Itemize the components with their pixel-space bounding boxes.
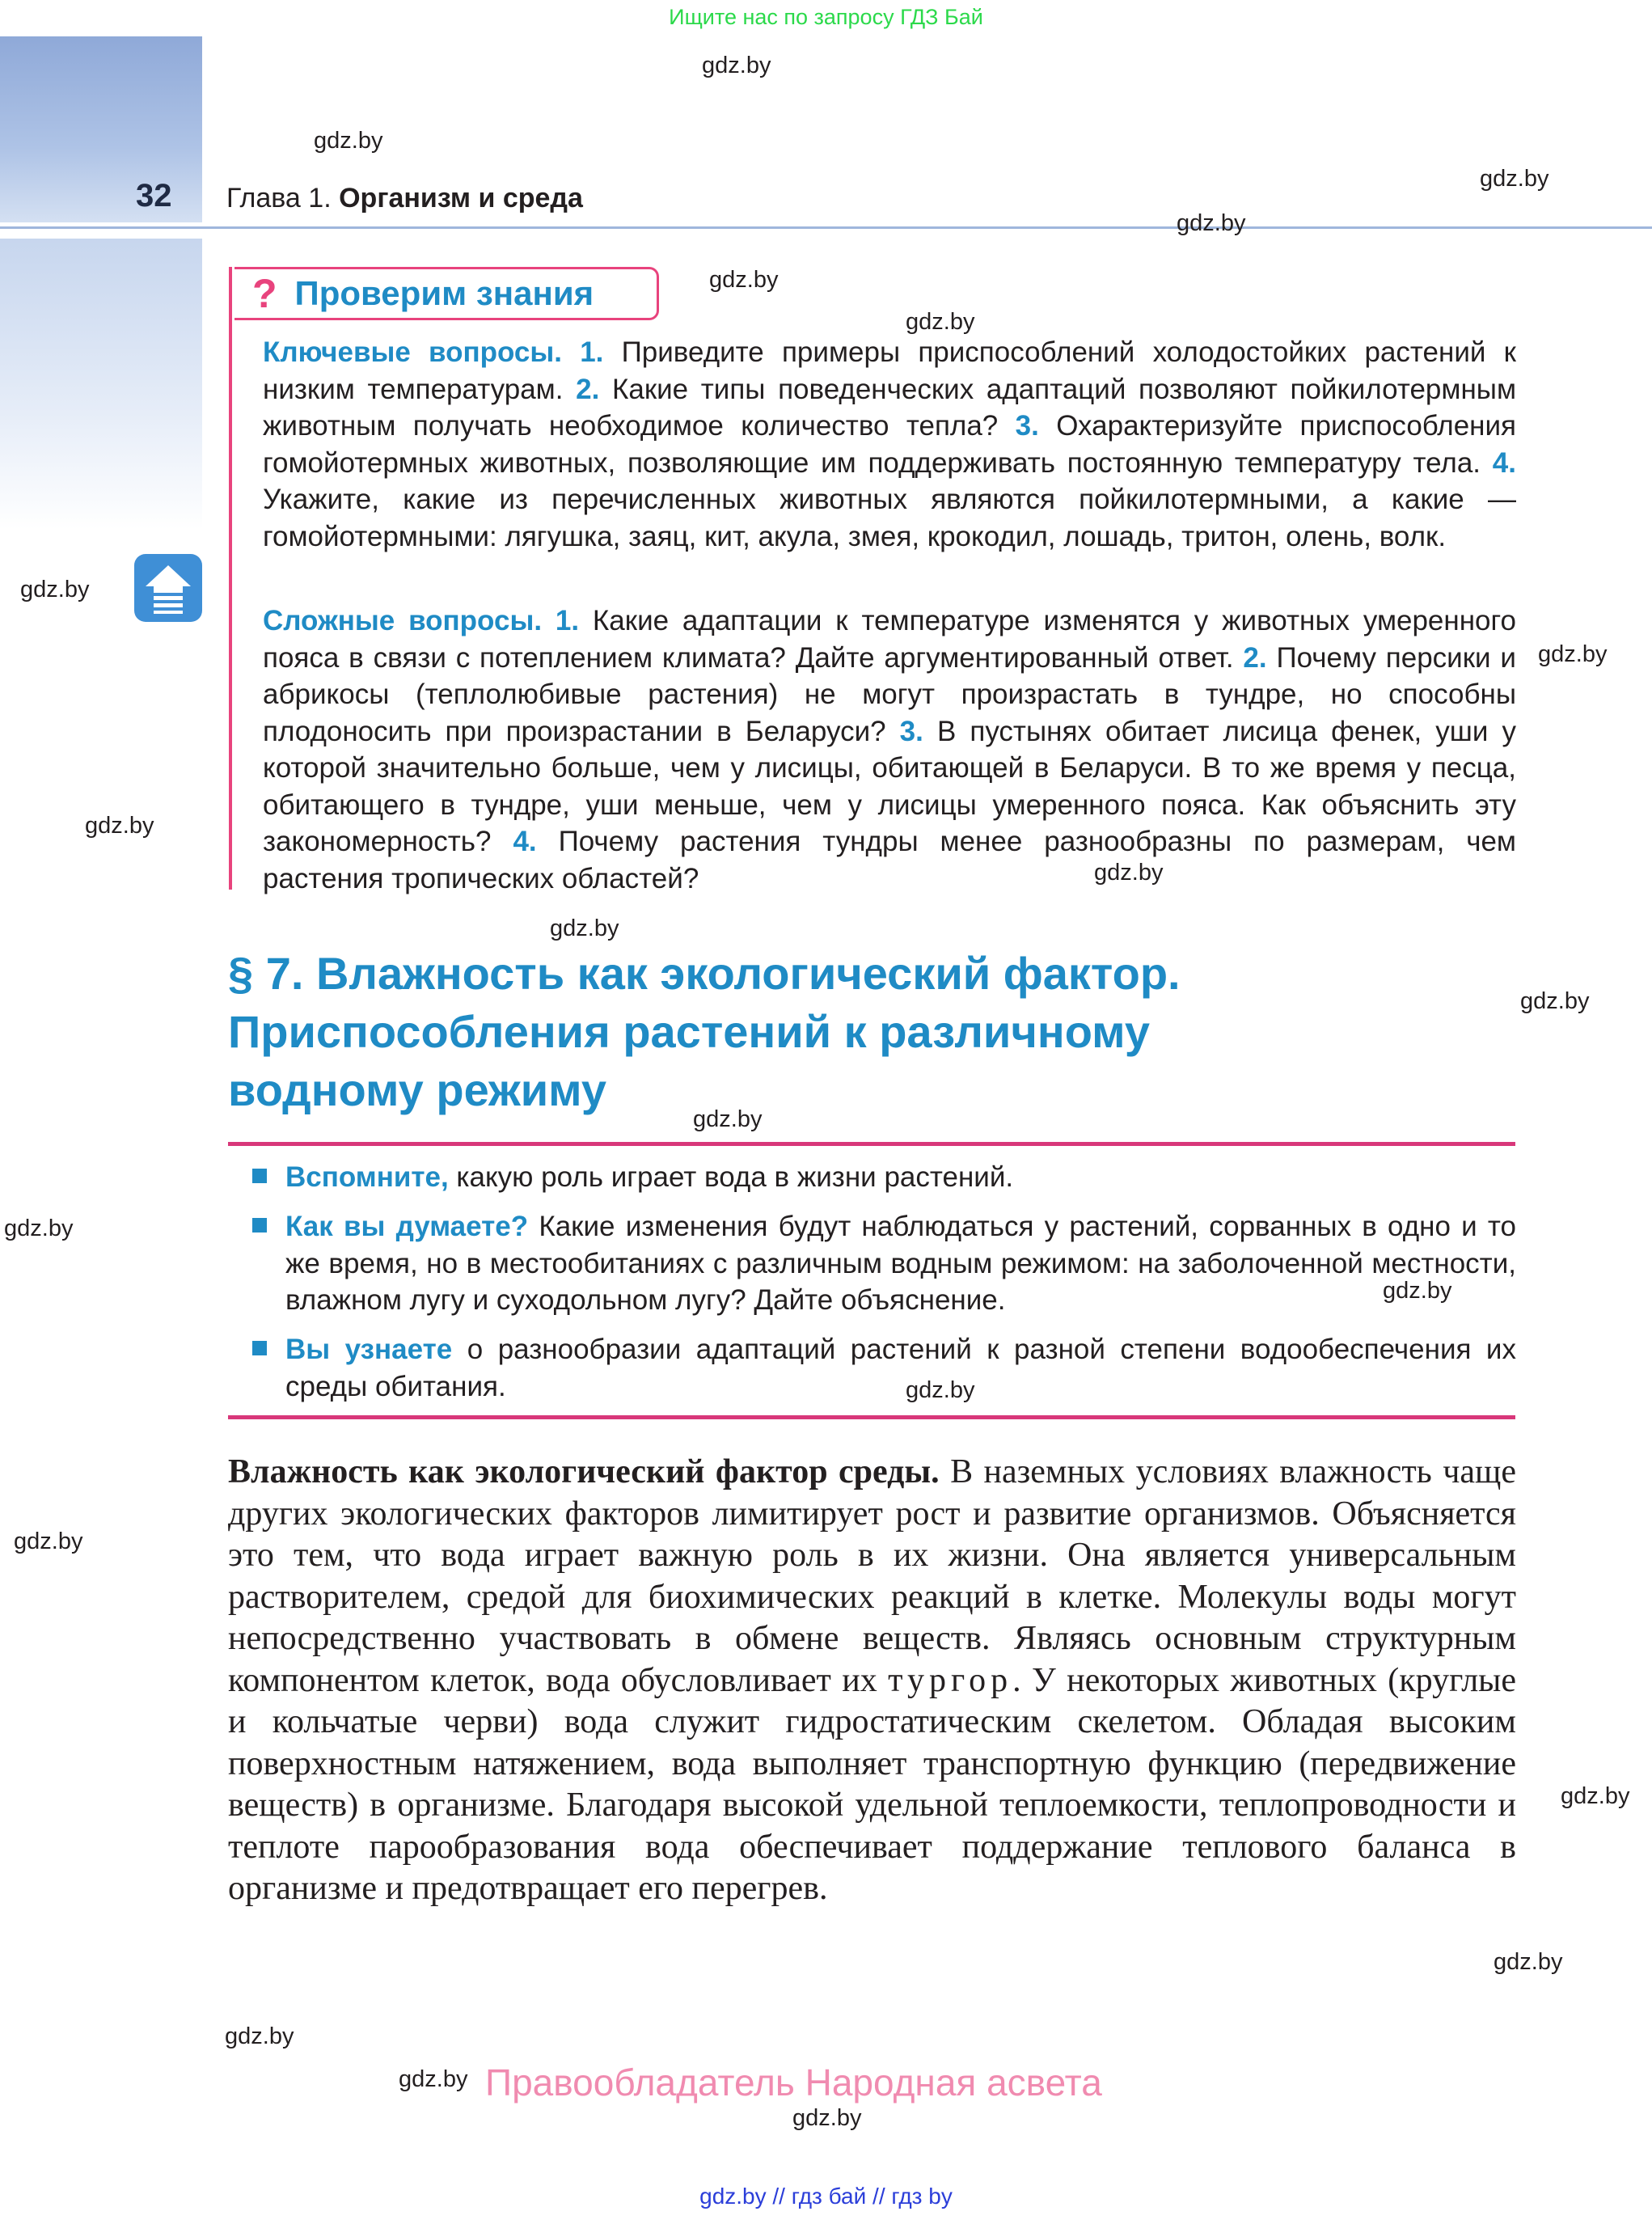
watermark: gdz.by	[1520, 988, 1590, 1014]
chapter-title: Организм и среда	[339, 183, 583, 214]
top-banner[interactable]: Ищите нас по запросу ГДЗ Бай	[669, 5, 983, 29]
question-number: 1.	[580, 336, 604, 368]
side-decoration-middle	[0, 239, 202, 530]
watermark: gdz.by	[225, 2023, 294, 2049]
body-paragraph	[228, 1452, 1516, 1910]
intro-item	[255, 1331, 1516, 1405]
watermark: gdz.by	[550, 915, 619, 941]
section-title-line: § 7. Влажность как экологический фактор.	[228, 948, 1181, 999]
knowledge-box-border	[229, 267, 232, 890]
question-text: В пустынях обитает лисица фенек, уши у которой значительно больше, чем у лисицы, обитающей в Беларуси. В то же время у песца, обитающего в тундре, уши меньше, чем у лисицы умеренного пояса. Как объяснить эту закономерность?	[263, 715, 1516, 857]
knowledge-box-header	[234, 267, 659, 320]
intro-text: о разнообразии адаптаций растений к разной степени водообеспечения их среды обитания.	[285, 1334, 1516, 1402]
chapter-header	[226, 183, 583, 214]
watermark: gdz.by	[14, 1528, 83, 1554]
watermark: gdz.by	[709, 267, 779, 293]
watermark: gdz.by	[792, 2105, 862, 2131]
copyright: Правообладатель Народная асвета	[485, 2061, 1102, 2103]
intro-text: какую роль играет вода в жизни растений.	[456, 1161, 1014, 1193]
body-term: тургор	[888, 1661, 1013, 1699]
question-text: Укажите, какие из перечисленных животных являются пойкилотермными, а какие — гомойотермными: лягушка, заяц, кит, акула, змея, крокодил, лошадь, тритон, олень, волк.	[263, 484, 1516, 552]
complex-questions	[263, 603, 1516, 897]
bullet-square-icon	[252, 1341, 267, 1355]
watermark: gdz.by	[906, 309, 975, 335]
body-lead: Влажность как экологический фактор среды.	[228, 1453, 940, 1490]
section-title-line: водному режиму	[228, 1064, 606, 1115]
header-divider	[0, 226, 1652, 229]
body-text-part: В наземных условиях влажность чаще других экологических факторов лимитирует рост и развитие организмов. Объясняется это тем, что вода играет важную роль в их жизни. Она является универсальным растворителем, средой для биохимических реакций в клетке. Молекулы воды могут непосредственно участвовать в обмене веществ. Являясь основным структурным компонентом клеток, вода обусловливает их	[228, 1453, 1517, 1699]
watermark: gdz.by	[1561, 1783, 1630, 1809]
watermark: gdz.by	[906, 1377, 975, 1403]
watermark: gdz.by	[20, 577, 90, 603]
question-number: 1.	[555, 605, 580, 636]
watermark: gdz.by	[1538, 641, 1608, 667]
section-title-line: Приспособления растений к различному	[228, 1006, 1150, 1057]
question-number: 4.	[1492, 446, 1516, 479]
section-title	[228, 945, 1562, 1119]
question-number: 3.	[899, 715, 923, 747]
question-text: Какие адаптации к температуре изменятся у животных умеренного пояса в связи с потеплением климата? Дайте аргументированный ответ.	[263, 605, 1516, 674]
knowledge-box-title: Проверим знания	[294, 274, 594, 312]
question-number: 2.	[1243, 641, 1267, 674]
intro-divider-top	[228, 1142, 1515, 1146]
watermark: gdz.by	[1177, 210, 1246, 236]
question-text: Почему персики и абрикосы (теплолюбивые растения) не могут произрастать в тундре, но способны плодоносить при произрастании в Беларуси?	[263, 641, 1516, 747]
question-number: 2.	[576, 373, 600, 405]
watermark: gdz.by	[314, 128, 383, 154]
question-text: Почему растения тундры менее разнообразны по размерам, чем растения тропических областей?	[263, 826, 1516, 894]
question-mark-icon: ?	[252, 271, 277, 316]
watermark: gdz.by	[693, 1106, 763, 1132]
question-text: Охарактеризуйте приспособления гомойотермных животных, позволяющие им поддерживать постоянную температуру тела.	[263, 410, 1516, 479]
complex-questions-label: Сложные вопросы.	[263, 605, 543, 636]
bullet-square-icon	[252, 1169, 267, 1183]
watermark: gdz.by	[4, 1216, 74, 1241]
key-questions	[263, 334, 1516, 555]
question-number: 4.	[513, 826, 537, 857]
home-icon[interactable]	[134, 554, 202, 622]
intro-item	[255, 1208, 1516, 1319]
chapter-prefix: Глава 1.	[226, 183, 332, 214]
watermark: gdz.by	[1094, 860, 1164, 886]
intro-label: Вы узнаете	[285, 1334, 453, 1365]
body-text-part: . У некоторых животных (круглые и кольчатые черви) вода служит гидростатическим скелетом. Обладая высоким поверхностным натяжением, вода выполняет транспортную функцию (передвижение веществ) в организме. Благодаря высокой удельной теплоемкости, теплопроводности и теплоте парообразования вода обеспечивает поддержание теплового баланса в организме и предотвращает его перегрев.	[228, 1661, 1517, 1907]
intro-item	[255, 1159, 1516, 1196]
watermark: gdz.by	[702, 53, 771, 78]
key-questions-label: Ключевые вопросы.	[263, 336, 562, 368]
bullet-square-icon	[252, 1218, 267, 1233]
side-decoration-top	[0, 36, 202, 222]
footer-links[interactable]: gdz.by // гдз бай // гдз by	[699, 2184, 953, 2209]
watermark: gdz.by	[1383, 1278, 1452, 1304]
question-text: Приведите примеры приспособлений холодостойких растений к низким температурам.	[263, 336, 1516, 405]
watermark: gdz.by	[399, 2066, 468, 2092]
page-number: 32	[136, 178, 172, 214]
question-number: 3.	[1015, 410, 1039, 442]
intro-text: Какие изменения будут наблюдаться у растений, сорванных в одно и то же время, но в местообитаниях с различным водным режимом: на заболоченной местности, влажном лугу и суходольном лугу? Дайте объяснение.	[285, 1211, 1516, 1316]
watermark: gdz.by	[1480, 166, 1549, 192]
intro-label: Как вы думаете?	[285, 1211, 529, 1242]
intro-divider-bottom	[228, 1415, 1515, 1419]
question-text: Какие типы поведенческих адаптаций позволяют пойкилотермным животным получать необходимое количество тепла?	[263, 373, 1517, 442]
watermark: gdz.by	[1494, 1949, 1563, 1975]
intro-label: Вспомните,	[285, 1161, 449, 1193]
watermark: gdz.by	[85, 813, 154, 839]
